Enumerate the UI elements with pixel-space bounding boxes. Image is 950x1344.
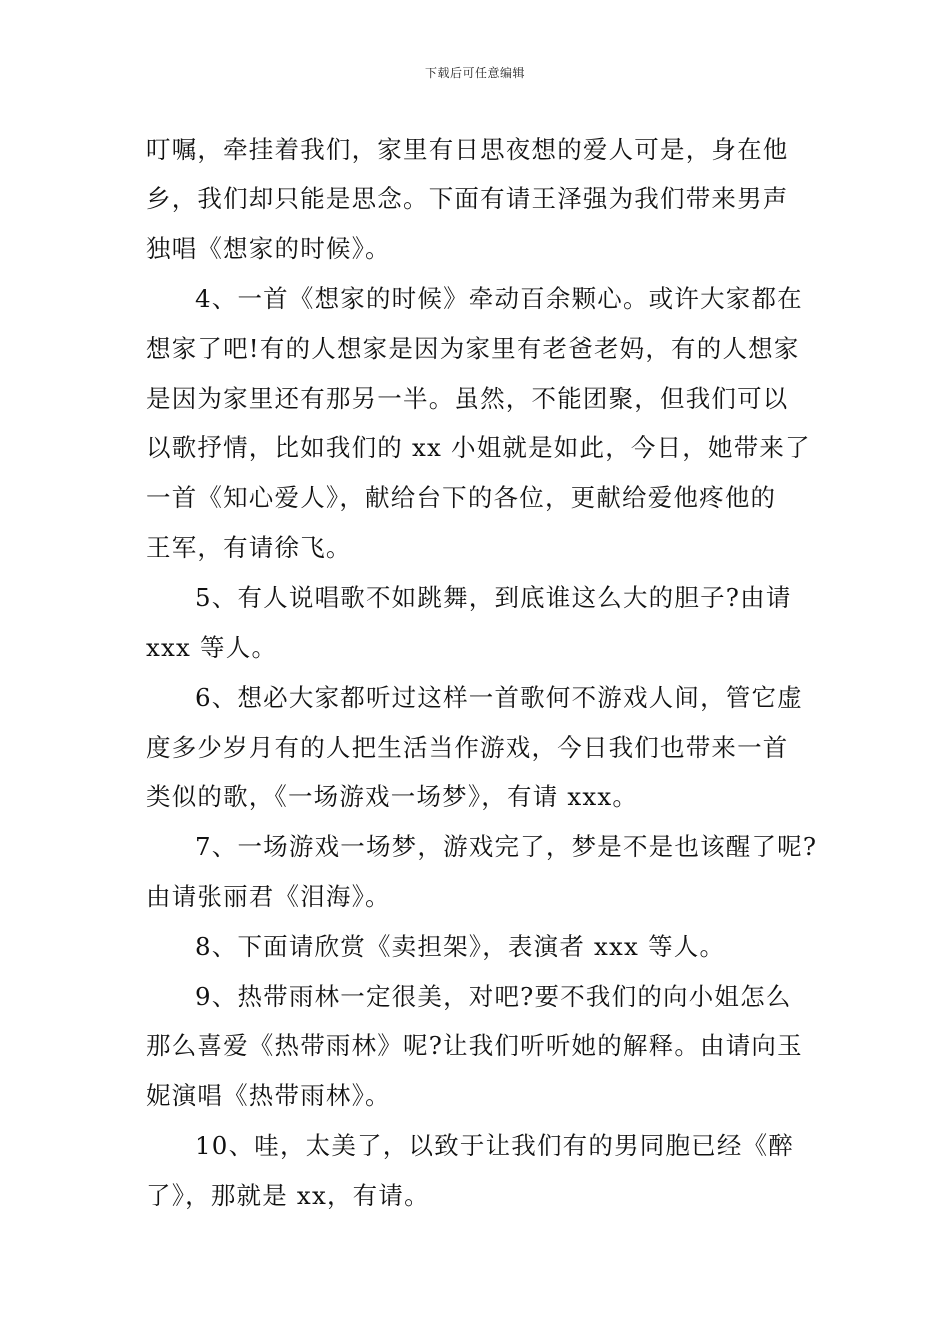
text-line: 叮嘱，牵挂着我们，家里有日思夜想的爱人可是，身在他 xyxy=(146,135,789,164)
text-line: 独唱《想家的时候》。 xyxy=(146,234,391,263)
text-line: xxx 等人。 xyxy=(146,633,278,662)
paragraph-start-line: 5、有人说唱歌不如跳舞，到底谁这么大的胆子?由请 xyxy=(195,583,792,612)
paragraph-start-line: 9、热带雨林一定很美，对吧?要不我们的向小姐怎么 xyxy=(195,982,792,1011)
text-line: 是因为家里还有那另一半。虽然，不能团聚，但我们可以 xyxy=(146,384,789,413)
paragraph-start-line: 4、一首《想家的时候》牵动百余颗心。或许大家都在 xyxy=(195,284,803,313)
text-line: 以歌抒情，比如我们的 xx 小姐就是如此，今日，她带来了 xyxy=(146,433,811,462)
text-line: 度多少岁月有的人把生活当作游戏，今日我们也带来一首 xyxy=(146,733,789,762)
paragraph-start-line: 7、一场游戏一场梦，游戏完了，梦是不是也该醒了呢? xyxy=(195,832,818,861)
text-line: 由请张丽君《泪海》。 xyxy=(146,882,391,911)
text-line: 王军，有请徐飞。 xyxy=(146,533,352,562)
paragraph-start-line: 6、想必大家都听过这样一首歌何不游戏人间，管它虚 xyxy=(195,683,803,712)
page-header: 下载后可任意编辑 xyxy=(424,66,525,80)
text-line: 那么喜爱《热带雨林》呢?让我们听听她的解释。由请向玉 xyxy=(146,1031,803,1060)
text-line: 妮演唱《热带雨林》。 xyxy=(146,1081,391,1110)
text-line: 乡，我们却只能是思念。下面有请王泽强为我们带来男声 xyxy=(146,184,789,213)
text-line: 想家了吧!有的人想家是因为家里有老爸老妈，有的人想家 xyxy=(146,334,800,363)
paragraph-start-line: 10、哇，太美了，以致于让我们有的男同胞已经《醉 xyxy=(195,1131,794,1160)
text-line: 了》，那就是 xx，有请。 xyxy=(146,1181,430,1210)
text-line: 一首《知心爱人》，献给台下的各位，更献给爱他疼他的 xyxy=(146,483,777,512)
text-line: 类似的歌，《一场游戏一场梦》，有请 xxx。 xyxy=(146,782,639,811)
paragraph-start-line: 8、下面请欣赏《卖担架》，表演者 xxx 等人。 xyxy=(195,932,726,961)
